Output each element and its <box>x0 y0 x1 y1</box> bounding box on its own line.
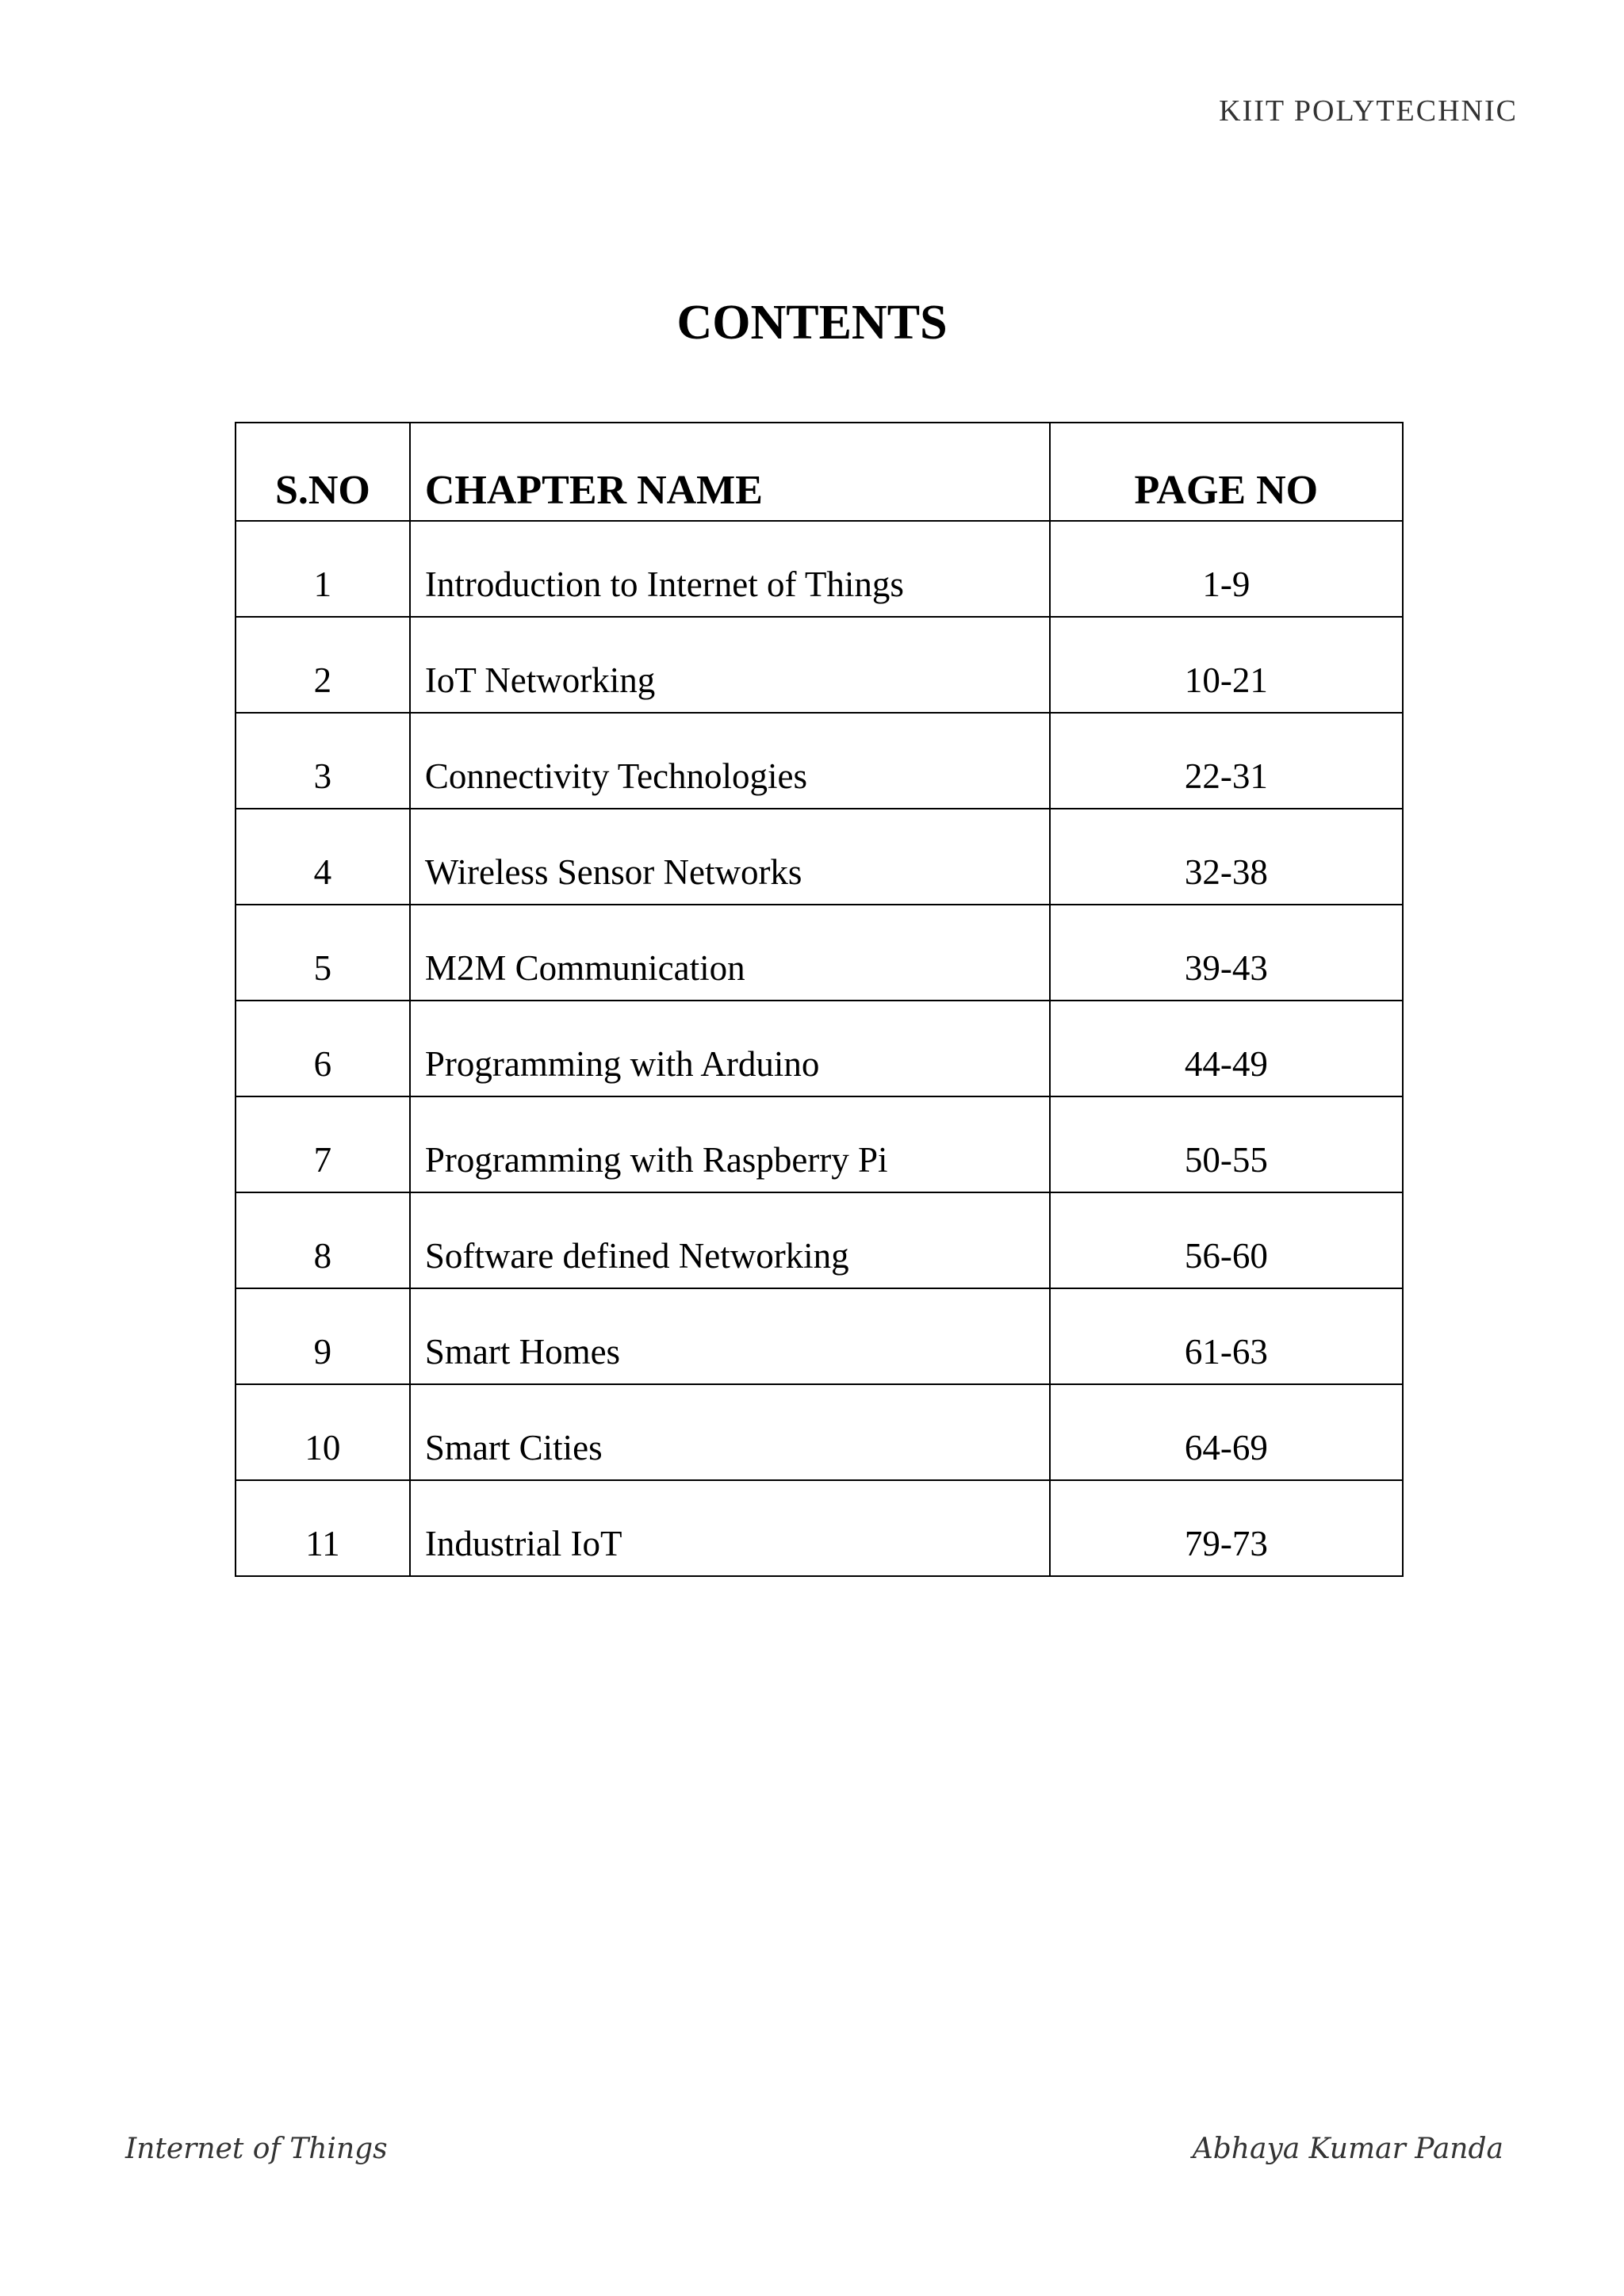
table-row <box>236 905 1403 1001</box>
contents-table <box>235 422 1404 1577</box>
row-sno: 4 <box>236 809 410 905</box>
row-sno: 2 <box>236 617 410 713</box>
row-page-range: 1-9 <box>1050 521 1403 617</box>
row-page-range: 22-31 <box>1050 713 1403 809</box>
row-page-range: 44-49 <box>1050 1001 1403 1096</box>
row-page-range: 56-60 <box>1050 1192 1403 1288</box>
row-sno: 9 <box>236 1288 410 1384</box>
row-sno: 3 <box>236 713 410 809</box>
row-chapter-name: Programming with Arduino <box>410 1001 1050 1096</box>
row-sno: 10 <box>236 1384 410 1480</box>
row-sno: 5 <box>236 905 410 1001</box>
row-chapter-name: Connectivity Technologies <box>410 713 1050 809</box>
page-title: CONTENTS <box>676 296 948 350</box>
table-row <box>236 1480 1403 1576</box>
row-sno: 1 <box>236 521 410 617</box>
table-row <box>236 713 1403 809</box>
table-row <box>236 617 1403 713</box>
row-chapter-name: Industrial IoT <box>410 1480 1050 1576</box>
table-row <box>236 521 1403 617</box>
row-sno: 6 <box>236 1001 410 1096</box>
table-row <box>236 1192 1403 1288</box>
row-sno: 11 <box>236 1480 410 1576</box>
table-row <box>236 1384 1403 1480</box>
row-chapter-name: Programming with Raspberry Pi <box>410 1096 1050 1192</box>
row-chapter-name: M2M Communication <box>410 905 1050 1001</box>
row-sno: 7 <box>236 1096 410 1192</box>
row-chapter-name: Smart Cities <box>410 1384 1050 1480</box>
row-page-range: 50-55 <box>1050 1096 1403 1192</box>
row-page-range: 64-69 <box>1050 1384 1403 1480</box>
footer-author: Abhaya Kumar Panda <box>1192 2133 1503 2165</box>
row-chapter-name: IoT Networking <box>410 617 1050 713</box>
row-chapter-name: Smart Homes <box>410 1288 1050 1384</box>
header-page-no: PAGE NO <box>1050 423 1403 521</box>
header-sno: S.NO <box>236 423 410 521</box>
header-institution: KIIT POLYTECHNIC <box>1219 94 1518 128</box>
row-page-range: 79-73 <box>1050 1480 1403 1576</box>
row-page-range: 32-38 <box>1050 809 1403 905</box>
row-chapter-name: Introduction to Internet of Things <box>410 521 1050 617</box>
row-chapter-name: Wireless Sensor Networks <box>410 809 1050 905</box>
table-row <box>236 809 1403 905</box>
header-chapter-name: CHAPTER NAME <box>410 423 1050 521</box>
row-page-range: 39-43 <box>1050 905 1403 1001</box>
table-row <box>236 1001 1403 1096</box>
table-row <box>236 1096 1403 1192</box>
row-sno: 8 <box>236 1192 410 1288</box>
row-chapter-name: Software defined Networking <box>410 1192 1050 1288</box>
row-page-range: 10-21 <box>1050 617 1403 713</box>
table-header-row <box>236 423 1403 521</box>
footer-book-title: Internet of Things <box>125 2133 388 2165</box>
table-row <box>236 1288 1403 1384</box>
row-page-range: 61-63 <box>1050 1288 1403 1384</box>
